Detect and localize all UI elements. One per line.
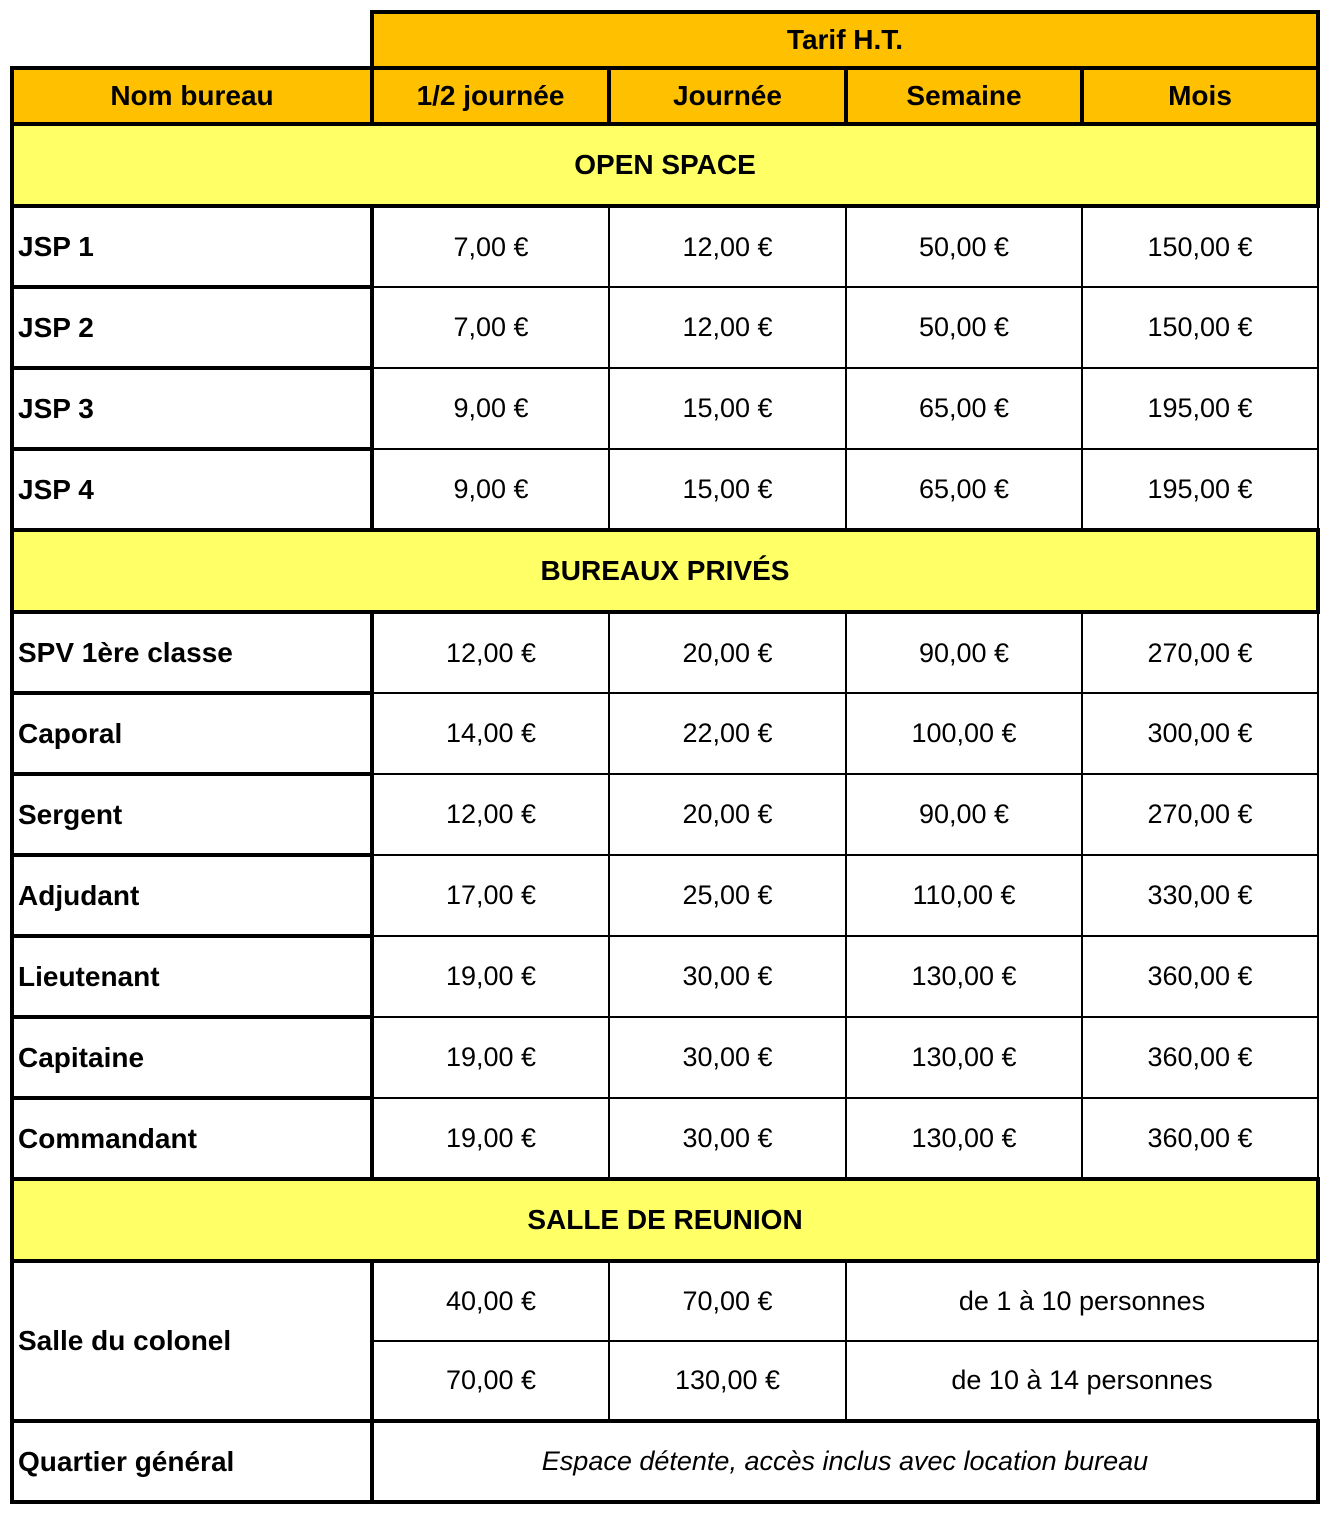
price-day: 30,00 € [609, 936, 846, 1017]
pricing-table-container [10, 10, 1320, 1504]
price-day: 22,00 € [609, 693, 846, 774]
price-week: 65,00 € [846, 368, 1082, 449]
table-row [12, 206, 1318, 287]
office-name: Lieutenant [12, 936, 372, 1017]
section-row-open-space [12, 124, 1318, 206]
meeting-room-name: Salle du colonel [12, 1261, 372, 1421]
price-week: 65,00 € [846, 449, 1082, 530]
col-header-day: Journée [609, 68, 846, 124]
price-day: 15,00 € [609, 449, 846, 530]
price-half-day: 19,00 € [372, 936, 609, 1017]
office-name: JSP 2 [12, 287, 372, 368]
price-half-day: 12,00 € [372, 774, 609, 855]
price-week: 110,00 € [846, 855, 1082, 936]
price-day: 12,00 € [609, 287, 846, 368]
price-half-day: 70,00 € [372, 1341, 609, 1421]
price-half-day: 40,00 € [372, 1261, 609, 1341]
price-half-day: 7,00 € [372, 287, 609, 368]
blank-corner [12, 12, 372, 68]
price-day: 30,00 € [609, 1017, 846, 1098]
table-row [12, 368, 1318, 449]
price-week: 100,00 € [846, 693, 1082, 774]
capacity-label: de 10 à 14 personnes [846, 1341, 1318, 1421]
section-title-open-space: OPEN SPACE [12, 124, 1318, 206]
price-week: 130,00 € [846, 936, 1082, 1017]
price-day: 70,00 € [609, 1261, 846, 1341]
price-half-day: 14,00 € [372, 693, 609, 774]
column-header-row [12, 68, 1318, 124]
price-month: 150,00 € [1082, 287, 1318, 368]
price-month: 195,00 € [1082, 449, 1318, 530]
price-month: 330,00 € [1082, 855, 1318, 936]
hq-note: Espace détente, accès inclus avec location bureau [372, 1421, 1318, 1502]
price-week: 50,00 € [846, 206, 1082, 287]
hq-name: Quartier général [12, 1421, 372, 1502]
office-name: Commandant [12, 1098, 372, 1179]
table-row [12, 449, 1318, 530]
price-half-day: 19,00 € [372, 1098, 609, 1179]
table-row [12, 1261, 1318, 1341]
price-month: 270,00 € [1082, 612, 1318, 693]
price-week: 90,00 € [846, 774, 1082, 855]
table-row [12, 287, 1318, 368]
price-week: 130,00 € [846, 1017, 1082, 1098]
office-name: JSP 3 [12, 368, 372, 449]
col-header-name: Nom bureau [12, 68, 372, 124]
office-name: JSP 1 [12, 206, 372, 287]
price-week: 90,00 € [846, 612, 1082, 693]
office-name: Adjudant [12, 855, 372, 936]
section-row-meeting [12, 1179, 1318, 1261]
price-month: 270,00 € [1082, 774, 1318, 855]
price-half-day: 12,00 € [372, 612, 609, 693]
col-header-month: Mois [1082, 68, 1318, 124]
section-title-private: BUREAUX PRIVÉS [12, 530, 1318, 612]
price-month: 360,00 € [1082, 1098, 1318, 1179]
price-day: 30,00 € [609, 1098, 846, 1179]
office-name: SPV 1ère classe [12, 612, 372, 693]
pricing-table [10, 10, 1320, 1504]
hq-row [12, 1421, 1318, 1502]
section-row-private [12, 530, 1318, 612]
table-row [12, 774, 1318, 855]
price-month: 300,00 € [1082, 693, 1318, 774]
col-header-week: Semaine [846, 68, 1082, 124]
tarif-header: Tarif H.T. [372, 12, 1318, 68]
price-half-day: 17,00 € [372, 855, 609, 936]
price-week: 130,00 € [846, 1098, 1082, 1179]
price-day: 20,00 € [609, 612, 846, 693]
price-half-day: 19,00 € [372, 1017, 609, 1098]
tarif-header-row [12, 12, 1318, 68]
table-row [12, 1098, 1318, 1179]
price-day: 12,00 € [609, 206, 846, 287]
office-name: JSP 4 [12, 449, 372, 530]
capacity-label: de 1 à 10 personnes [846, 1261, 1318, 1341]
price-month: 360,00 € [1082, 936, 1318, 1017]
section-title-meeting: SALLE DE REUNION [12, 1179, 1318, 1261]
office-name: Capitaine [12, 1017, 372, 1098]
table-row [12, 612, 1318, 693]
table-row [12, 1017, 1318, 1098]
price-day: 15,00 € [609, 368, 846, 449]
price-half-day: 9,00 € [372, 449, 609, 530]
col-header-half-day: 1/2 journée [372, 68, 609, 124]
table-row [12, 693, 1318, 774]
price-day: 25,00 € [609, 855, 846, 936]
price-week: 50,00 € [846, 287, 1082, 368]
price-month: 150,00 € [1082, 206, 1318, 287]
price-day: 130,00 € [609, 1341, 846, 1421]
price-month: 360,00 € [1082, 1017, 1318, 1098]
office-name: Caporal [12, 693, 372, 774]
price-half-day: 9,00 € [372, 368, 609, 449]
price-half-day: 7,00 € [372, 206, 609, 287]
table-row [12, 855, 1318, 936]
price-day: 20,00 € [609, 774, 846, 855]
office-name: Sergent [12, 774, 372, 855]
table-row [12, 936, 1318, 1017]
price-month: 195,00 € [1082, 368, 1318, 449]
